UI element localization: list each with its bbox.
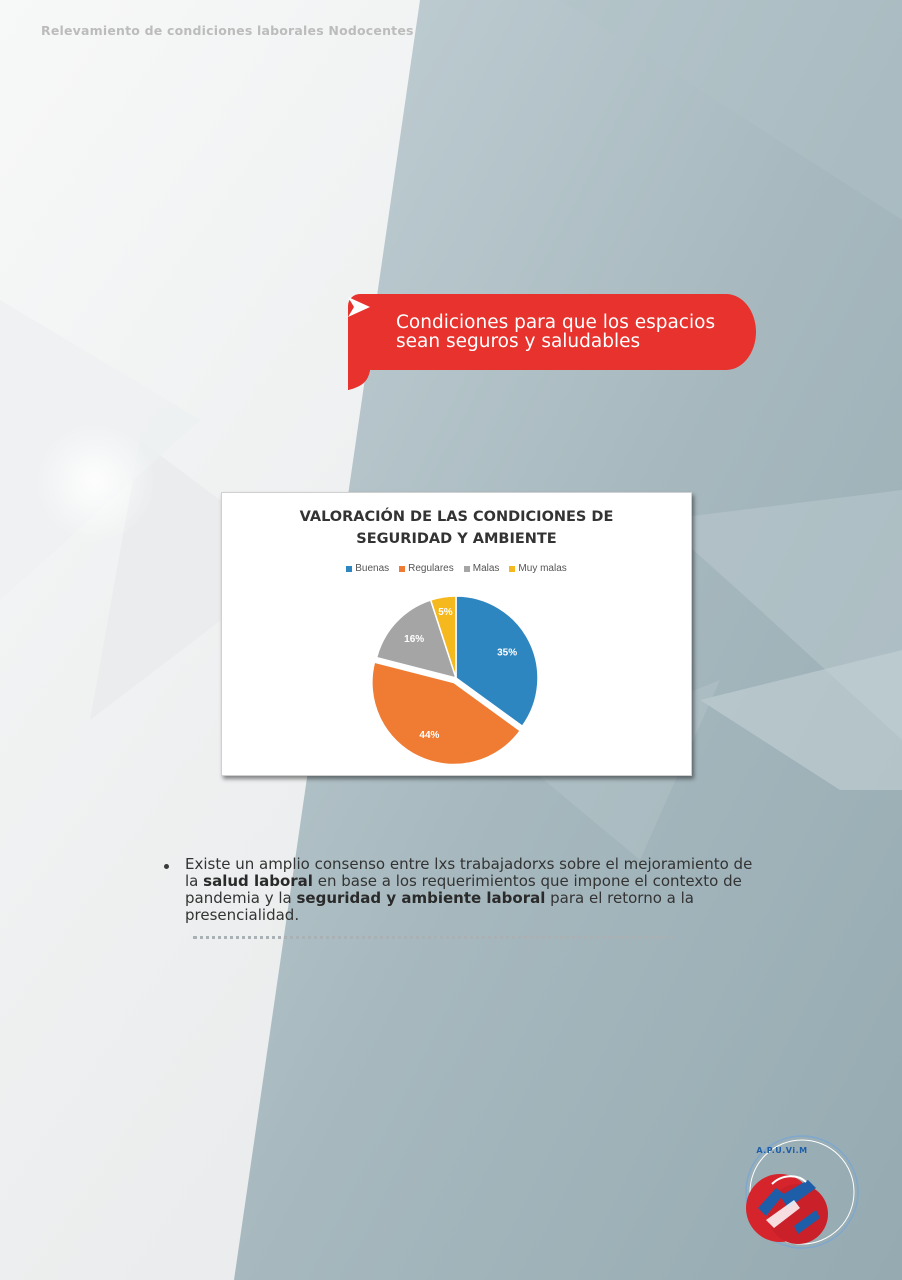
chart-title-line-2: SEGURIDAD Y AMBIENTE bbox=[356, 531, 557, 547]
pie-chart bbox=[222, 493, 691, 775]
banner-title: Condiciones para que los espacios sean seguros y saludables bbox=[396, 312, 716, 352]
legend-label: Malas bbox=[472, 563, 500, 574]
bullet-icon bbox=[164, 864, 169, 869]
legend-label: Regulares bbox=[408, 563, 454, 574]
pie-data-label: 16% bbox=[404, 634, 425, 646]
dotted-divider bbox=[193, 936, 673, 939]
bullet-emphasis: seguridad y ambiente laboral bbox=[296, 889, 546, 907]
pie-data-label: 5% bbox=[438, 607, 453, 619]
page-header: Relevamiento de condiciones laborales Nodocentes bbox=[41, 23, 414, 38]
chart-title-line-1: VALORACIÓN DE LAS CONDICIONES DE bbox=[299, 509, 614, 525]
legend-label: Muy malas bbox=[518, 563, 567, 574]
legend-label: Buenas bbox=[355, 563, 390, 574]
logo-text: A.P.U.Vi.M bbox=[756, 1146, 808, 1155]
pie-data-label: 35% bbox=[497, 647, 518, 659]
bullet-emphasis: salud laboral bbox=[203, 872, 313, 890]
chart-card bbox=[221, 492, 692, 776]
bullet-run: Existe un amplio consenso entre lxs trabajadorxs sobre el mejoramiento de la bbox=[185, 855, 753, 890]
pie-data-label: 44% bbox=[419, 729, 440, 741]
bullet-text bbox=[185, 856, 757, 924]
apuvim-logo bbox=[736, 1130, 864, 1252]
arrow-right-icon bbox=[346, 294, 372, 320]
section-banner bbox=[346, 294, 756, 394]
bullet-run: para el retorno a la presencialidad. bbox=[185, 889, 694, 924]
bullet-run: en base a los requerimientos que impone el contexto de pandemia y la bbox=[185, 872, 742, 907]
